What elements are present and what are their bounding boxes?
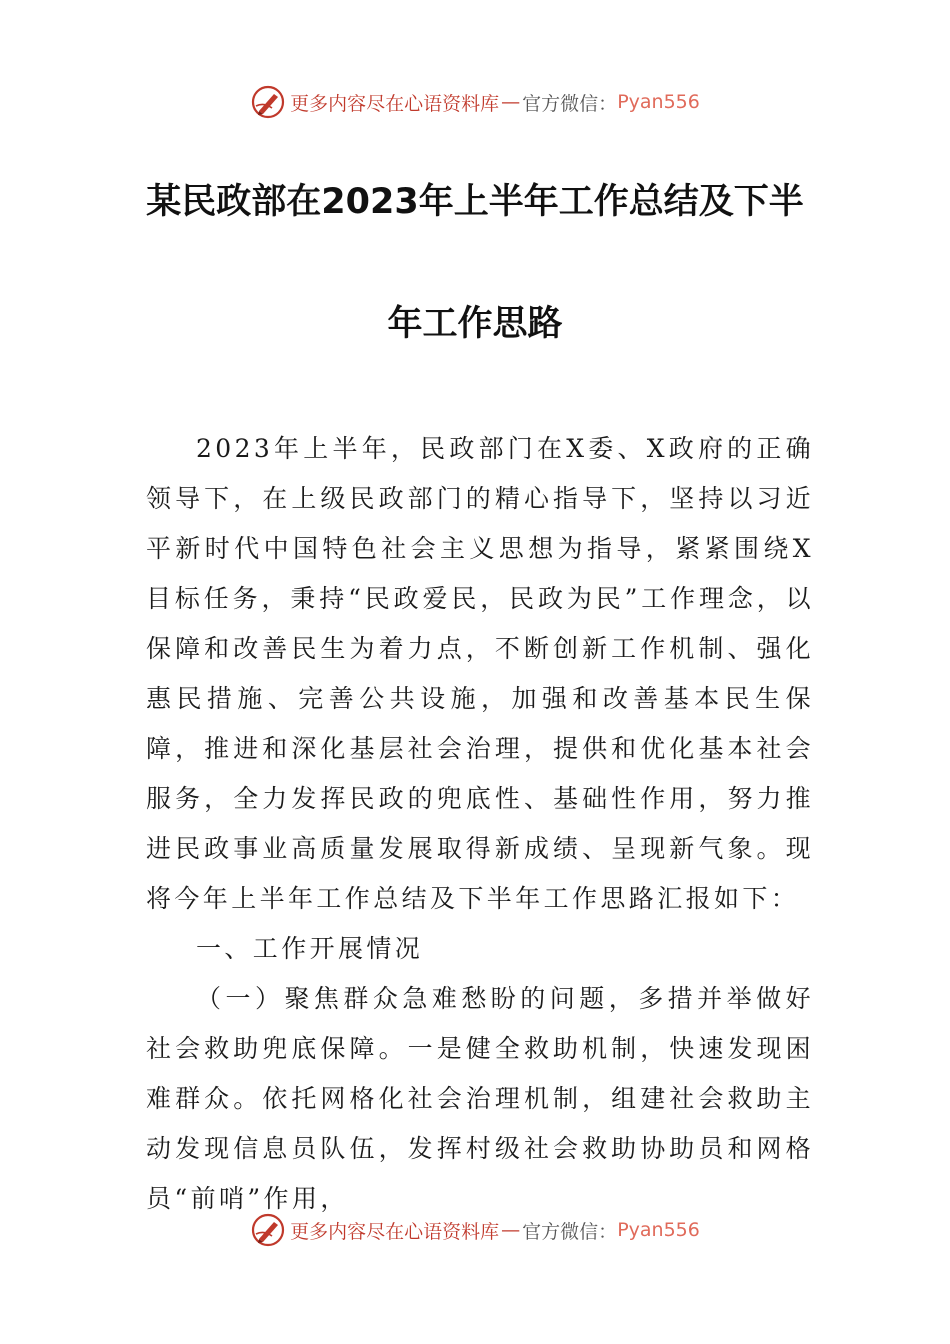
paragraph-section-1-1: （一）聚焦群众急难愁盼的问题，多措并举做好社会救助兜底保障。一是健全救助机制，快速发现困难群众。依托网格化社会治理机制，组建社会救助主动发现信息员队伍，发挥村级社会救助协助员和网格员“前哨”作用， bbox=[146, 984, 814, 1213]
watermark-brand: 更多内容尽在心语资料库 bbox=[290, 92, 500, 115]
document-title-line-1: 某民政部在2023年上半年工作总结及下半 bbox=[146, 182, 804, 222]
watermark-separator: — bbox=[501, 1219, 521, 1241]
pen-logo-icon bbox=[250, 84, 286, 120]
watermark-wechat-label: 官方微信： bbox=[522, 92, 618, 115]
watermark-brand: 更多内容尽在心语资料库 bbox=[290, 1220, 500, 1243]
watermark-wechat-id: Pyan556 bbox=[617, 1219, 700, 1241]
paragraph-intro: 2023年上半年，民政部门在X委、X政府的正确领导下，在上级民政部门的精心指导下，坚持以习近平新时代中国特色社会主义思想为指导，紧紧围绕X目标任务，秉持“民政爱民，民政为民”工作理念，以保障和改善民生为着力点，不断创新工作机制、强化惠民措施、完善公共设施，加强和改善基本民生保障，推进和深化基层社会治理，提供和优化基本社会服务，全力发挥民政的兜底性、基础性作用，努力推进民政事业高质量发展取得新成绩、呈现新气象。现将今年上半年工作总结及下半年工作思路汇报如下： bbox=[146, 434, 814, 913]
section-heading-1: 一、工作开展情况 bbox=[196, 934, 424, 963]
watermark-wechat-id: Pyan556 bbox=[617, 91, 700, 113]
document-body bbox=[146, 424, 814, 1224]
watermark-wechat-label: 官方微信： bbox=[522, 1220, 618, 1243]
watermark-separator: — bbox=[501, 91, 521, 113]
watermark-banner-bottom bbox=[0, 1210, 950, 1250]
document-title-line-2: 年工作思路 bbox=[387, 304, 563, 344]
watermark-banner-top bbox=[0, 82, 950, 122]
pen-logo-icon bbox=[250, 1212, 286, 1248]
